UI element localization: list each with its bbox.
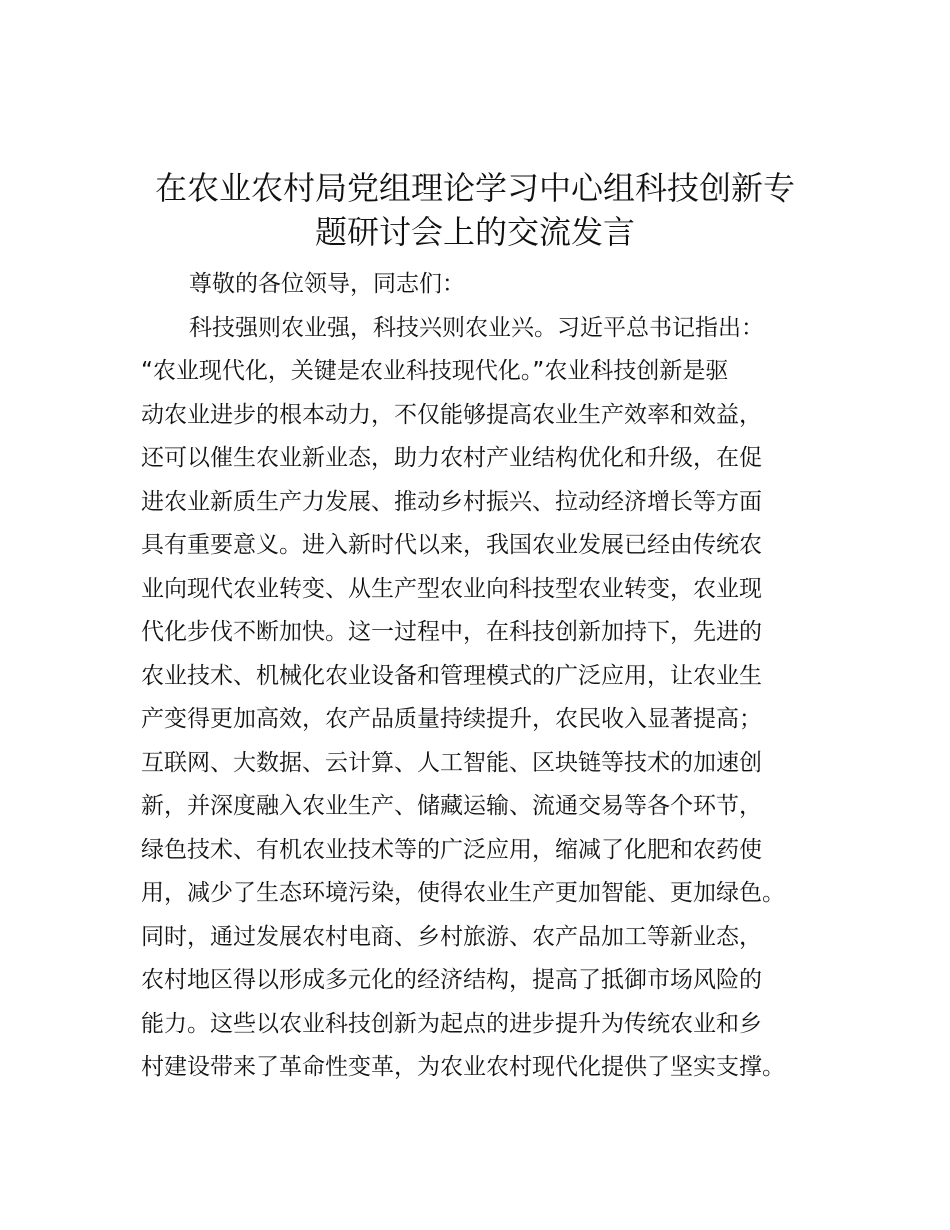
paragraph-line: 用，减少了生态环境污染，使得农业生产更加智能、更加绿色。 [141, 880, 785, 906]
paragraph-line: 进农业新质生产力发展、推动乡村振兴、拉动经济增长等方面 [141, 488, 762, 515]
paragraph-line: 代化步伐不断加快。这一过程中，在科技创新加持下，先进的 [141, 619, 762, 645]
paragraph-line: 能力。这些以农业科技创新为起点的进步提升为传统农业和乡 [141, 1010, 762, 1037]
paragraph-line: 产变得更加高效，农产品质量持续提升，农民收入显著提高； [141, 706, 762, 732]
paragraph-line: 农村地区得以形成多元化的经济结构，提高了抵御市场风险的 [141, 967, 762, 993]
salutation: 尊敬的各位领导，同志们： [189, 271, 465, 297]
paragraph-line: 互联网、大数据、云计算、人工智能、区块链等技术的加速创 [141, 749, 762, 776]
paragraph-line: “农业现代化，关键是农业科技现代化。”农业科技创新是驱 [141, 358, 729, 384]
paragraph-line: 同时，通过发展农村电商、乡村旅游、农产品加工等新业态， [141, 923, 762, 950]
title-line-1: 在农业农村局党组理论学习中心组科技创新专 [154, 169, 795, 207]
paragraph-line: 科技强则农业强，科技兴则农业兴。习近平总书记指出： [189, 314, 764, 341]
document-body [141, 263, 831, 1090]
paragraph-line: 农业技术、机械化农业设备和管理模式的广泛应用，让农业生 [141, 662, 762, 689]
paragraph-line: 业向现代农业转变、从生产型农业向科技型农业转变，农业现 [141, 575, 762, 602]
paragraph-line: 新，并深度融入农业生产、储藏运输、流通交易等各个环节， [141, 793, 762, 819]
paragraph-line: 绿色技术、有机农业技术等的广泛应用，缩减了化肥和农药使 [141, 836, 762, 863]
paragraph-line: 具有重要意义。进入新时代以来，我国农业发展已经由传统农 [141, 532, 762, 558]
title-line-2: 题研讨会上的交流发言 [314, 213, 635, 251]
paragraph-line: 还可以催生农业新业态，助力农村产业结构优化和升级，在促 [141, 445, 762, 471]
document-title [120, 166, 830, 254]
paragraph-line: 村建设带来了革命性变革，为农业农村现代化提供了坚实支撑。 [141, 1054, 785, 1080]
paragraph-line: 动农业进步的根本动力，不仅能够提高农业生产效率和效益， [141, 401, 762, 428]
